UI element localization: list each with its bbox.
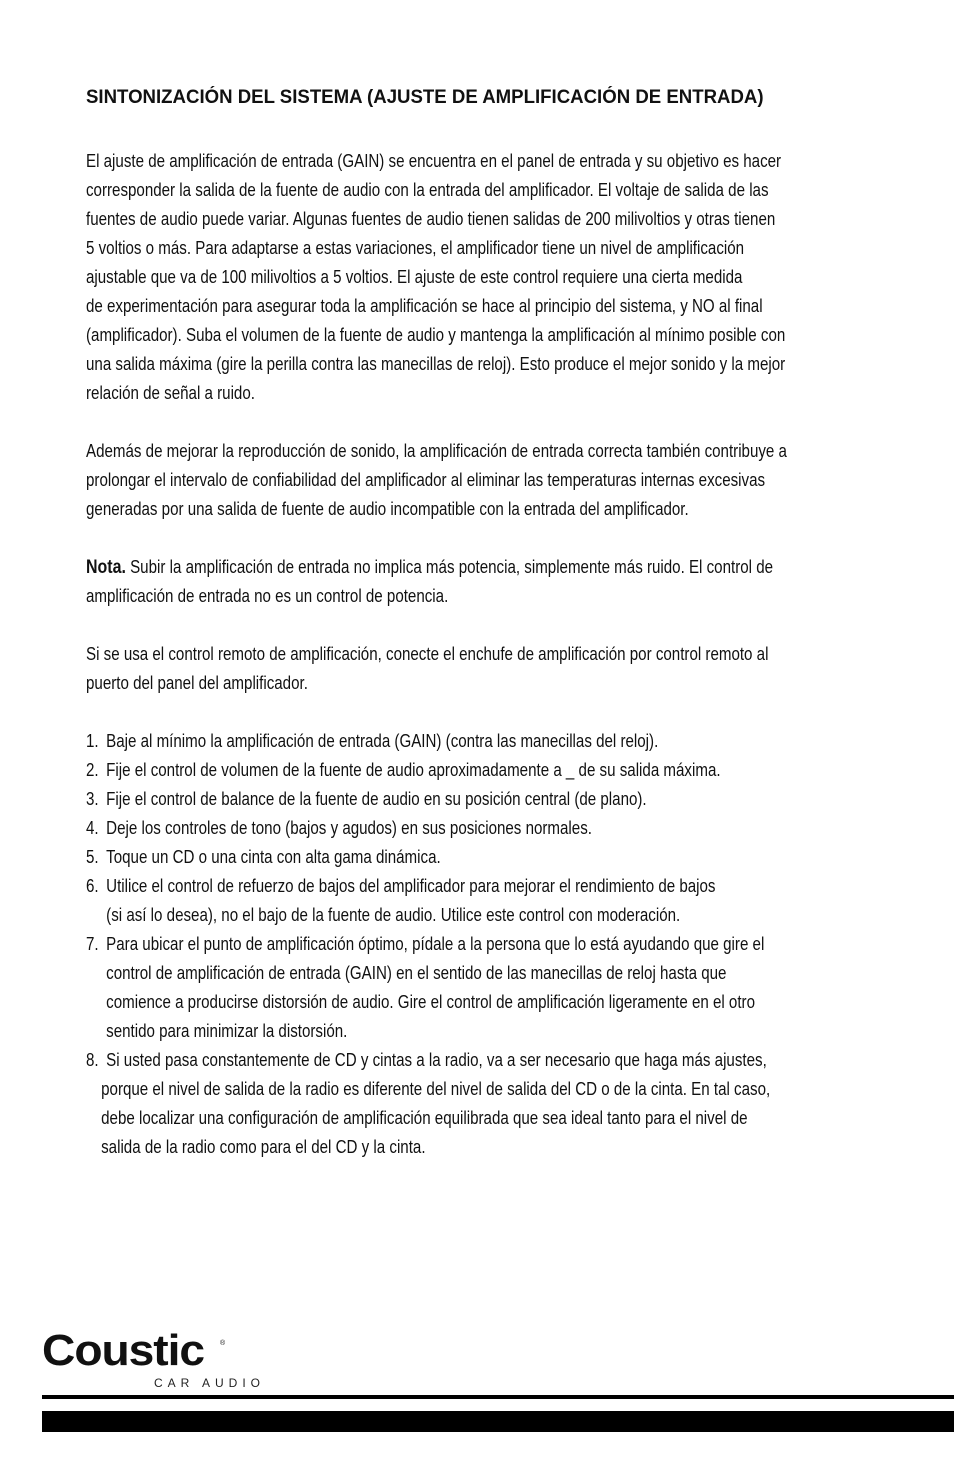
step-text: porque el nivel de salida de la radio es diferente del nivel de salida del CD o de la cinta. En tal caso, [101, 1079, 771, 1099]
note-text: Subir la amplificación de entrada no implica más potencia, simplemente más ruido. El control de [125, 557, 774, 577]
note-paragraph [86, 553, 808, 611]
text-line: El ajuste de amplificación de entrada (GAIN) se encuentra en el panel de entrada y su objetivo es hacer [86, 151, 782, 171]
text-line: generadas por una salida de fuente de audio incompatible con la entrada del amplificador. [86, 499, 689, 519]
text-line: corresponder la salida de la fuente de audio con la entrada del amplificador. El voltaje de salida de las [86, 180, 769, 200]
registered-mark: ® [220, 1340, 226, 1347]
step-text: Para ubicar el punto de amplificación óptimo, pídale a la persona que lo está ayudando que gire el [106, 934, 765, 954]
text-line: ajustable que va de 100 milivoltios a 5 voltios. El ajuste de este control requiere una cierta medida [86, 267, 743, 287]
logo-wordmark: Coustic [42, 1326, 205, 1375]
text-line: de experimentación para asegurar toda la amplificación se hace al principio del sistema, y NO al final [86, 296, 763, 316]
text-line: relación de señal a ruido. [86, 383, 255, 403]
list-item [86, 756, 951, 785]
note-label: Nota. [86, 557, 126, 578]
step-number: 2. [86, 760, 99, 780]
step-text: Fije el control de volumen de la fuente de audio aproximadamente a _ de su salida máxima. [106, 760, 721, 780]
paragraph-remote [86, 640, 808, 698]
list-item [86, 1046, 951, 1162]
step-number: 4. [86, 818, 99, 838]
step-number: 1. [86, 731, 99, 751]
text-line: (amplificador). Suba el volumen de la fuente de audio y mantenga la amplificación al mínimo posible con [86, 325, 786, 345]
step-number: 7. [86, 934, 99, 954]
text-line: una salida máxima (gire la perilla contra las manecillas de reloj). Esto produce el mejor sonido y la mejor [86, 354, 786, 374]
step-text: sentido para minimizar la distorsión. [106, 1021, 348, 1041]
text-line: fuentes de audio puede variar. Algunas fuentes de audio tienen salidas de 200 milivoltios y otras tienen [86, 209, 776, 229]
list-item [86, 930, 951, 1046]
paragraph-reliability [86, 437, 808, 524]
coustic-logo [42, 1326, 282, 1392]
step-text: control de amplificación de entrada (GAIN) en el sentido de las manecillas de reloj hasta que [106, 963, 727, 983]
list-item [86, 843, 951, 872]
step-text: comience a producirse distorsión de audio. Gire el control de amplificación ligeramente en el otro [106, 992, 755, 1012]
text-line: prolongar el intervalo de confiabilidad del amplificador al eliminar las temperaturas internas excesivas [86, 470, 766, 490]
step-text: (si así lo desea), no el bajo de la fuente de audio. Utilice este control con moderación. [106, 905, 681, 925]
step-text: salida de la radio como para el del CD y la cinta. [101, 1137, 426, 1157]
footer-rule-thick [42, 1411, 954, 1432]
text-line: Además de mejorar la reproducción de sonido, la amplificación de entrada correcta también contribuye a [86, 441, 787, 461]
step-text: debe localizar una configuración de amplificación equilibrada que sea ideal tanto para el nivel de [101, 1108, 748, 1128]
text-line: amplificación de entrada no es un control de potencia. [86, 586, 449, 606]
steps-list [86, 727, 808, 1162]
step-text: Toque un CD o una cinta con alta gama dinámica. [106, 847, 441, 867]
logo-subtitle: CAR AUDIO [154, 1376, 266, 1390]
step-number: 3. [86, 789, 99, 809]
step-text: Deje los controles de tono (bajos y agudos) en sus posiciones normales. [106, 818, 592, 838]
list-item [86, 785, 951, 814]
list-item [86, 727, 951, 756]
text-line: Si se usa el control remoto de amplificación, conecte el enchufe de amplificación por control remoto al [86, 644, 769, 664]
step-number: 8. [86, 1050, 99, 1070]
list-item [86, 814, 951, 843]
step-number: 6. [86, 876, 99, 896]
step-text: Baje al mínimo la amplificación de entrada (GAIN) (contra las manecillas del reloj). [106, 731, 659, 751]
step-text: Si usted pasa constantemente de CD y cintas a la radio, va a ser necesario que haga más ajustes, [106, 1050, 767, 1070]
step-text: Fije el control de balance de la fuente de audio en su posición central (de plano). [106, 789, 647, 809]
footer-rule-thin [42, 1395, 954, 1399]
text-line [86, 553, 951, 582]
list-item [86, 872, 951, 930]
section-heading: SINTONIZACIÓN DEL SISTEMA (AJUSTE DE AMPLIFICACIÓN DE ENTRADA) [86, 87, 764, 108]
text-line: 5 voltios o más. Para adaptarse a estas variaciones, el amplificador tiene un nivel de amplificación [86, 238, 745, 258]
step-text: Utilice el control de refuerzo de bajos del amplificador para mejorar el rendimiento de bajos [106, 876, 716, 896]
text-line: puerto del panel del amplificador. [86, 673, 308, 693]
paragraph-gain-intro [86, 147, 808, 408]
step-number: 5. [86, 847, 99, 867]
